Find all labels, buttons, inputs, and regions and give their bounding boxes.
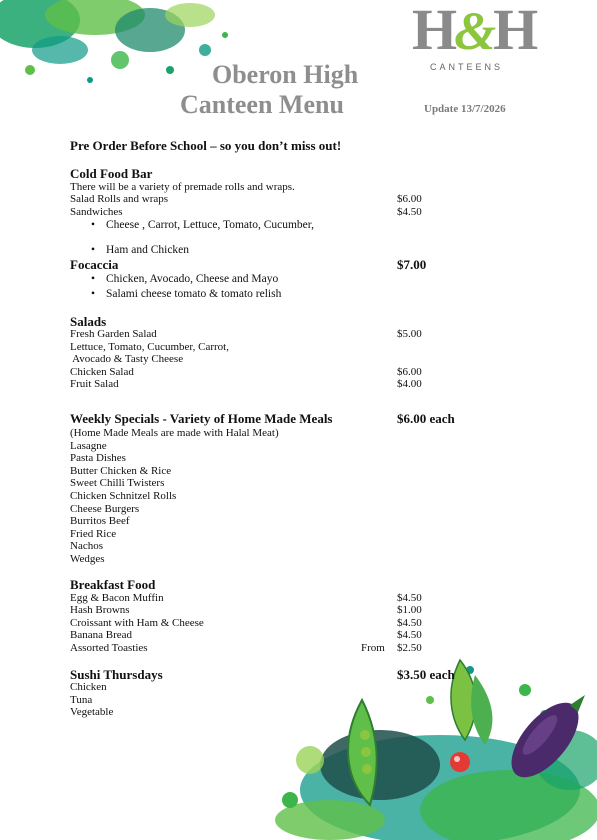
weekly-specials-heading: Weekly Specials - Variety of Home Made Meals (70, 411, 333, 426)
list-item: Nachos (70, 540, 103, 552)
focaccia-price: $7.00 (397, 257, 427, 272)
bullet-item: • Salami cheese tomato & tomato relish (106, 288, 281, 300)
list-item: Lasagne (70, 440, 107, 452)
menu-item-name: Fresh Garden Salad (70, 328, 157, 340)
salads-heading: Salads (70, 314, 107, 329)
menu-item-price: $4.50 (397, 629, 422, 641)
menu-item-name: Assorted Toasties (70, 642, 148, 654)
hh-logo (412, 0, 540, 62)
menu-item-price: $1.00 (397, 604, 422, 616)
title-line-1: Oberon High (212, 60, 359, 89)
menu-item-name: Croissant with Ham & Cheese (70, 617, 204, 629)
menu-item-price: $6.00 (397, 366, 422, 378)
cold-food-heading: Cold Food Bar (70, 166, 153, 181)
halal-note: (Home Made Meals are made with Halal Meat) (70, 427, 279, 439)
list-item: Pasta Dishes (70, 452, 126, 464)
menu-item-price: $6.00 (397, 193, 422, 205)
bullet-item: • Cheese , Carrot, Lettuce, Tomato, Cucumber, (106, 219, 314, 231)
menu-item-price: $5.00 (397, 328, 422, 340)
title-line-2: Canteen Menu (180, 90, 344, 119)
list-item: Butter Chicken & Rice (70, 465, 172, 477)
menu-item-price: $4.50 (397, 206, 422, 218)
menu-item-price: $4.00 (397, 378, 422, 390)
list-item: Sweet Chilli Twisters (70, 477, 165, 489)
menu-item-name: Sandwiches (70, 206, 123, 218)
list-item: Tuna (70, 694, 93, 706)
bullet-item: • Ham and Chicken (106, 244, 189, 256)
menu-item-price: $4.50 (397, 592, 422, 604)
menu-item-name: Fruit Salad (70, 378, 119, 390)
menu-item-name: Egg & Bacon Muffin (70, 592, 164, 604)
bullet-item: • Chicken, Avocado, Cheese and Mayo (106, 273, 278, 285)
list-item: Chicken Schnitzel Rolls (70, 490, 177, 502)
menu-item-name: Salad Rolls and wraps (70, 193, 169, 205)
menu-item-name: Chicken Salad (70, 366, 134, 378)
weekly-specials-price: $6.00 each (397, 411, 455, 426)
menu-item-name: Hash Browns (70, 604, 130, 616)
sushi-price: $3.50 each (397, 667, 455, 682)
menu-item-price: $4.50 (397, 617, 422, 629)
focaccia-heading: Focaccia (70, 257, 119, 272)
menu-item-name: Banana Bread (70, 629, 132, 641)
sushi-heading: Sushi Thursdays (70, 667, 163, 682)
list-item: Burritos Beef (70, 515, 130, 527)
list-item: Vegetable (70, 706, 114, 718)
list-item: Chicken (70, 681, 107, 693)
from-label: From (361, 642, 385, 654)
menu-item-name: Avocado & Tasty Cheese (70, 353, 184, 365)
preorder-notice: Pre Order Before School – so you don’t miss out! (70, 138, 342, 153)
cold-food-intro: There will be a variety of premade rolls and wraps. (70, 181, 295, 193)
logo-ampersand: & (454, 1, 494, 61)
logo-h-left: H (412, 0, 455, 62)
menu-item-name: Lettuce, Tomato, Cucumber, Carrot, (70, 341, 229, 353)
update-date: Update 13/7/2026 (424, 103, 506, 115)
list-item: Cheese Burgers (70, 503, 140, 515)
breakfast-heading: Breakfast Food (70, 577, 156, 592)
list-item: Fried Rice (70, 528, 117, 540)
menu-item-price: $2.50 (397, 642, 422, 654)
logo-canteens-text: CANTEENS (430, 62, 504, 72)
logo-h-right: H (493, 0, 536, 62)
list-item: Wedges (70, 553, 105, 565)
